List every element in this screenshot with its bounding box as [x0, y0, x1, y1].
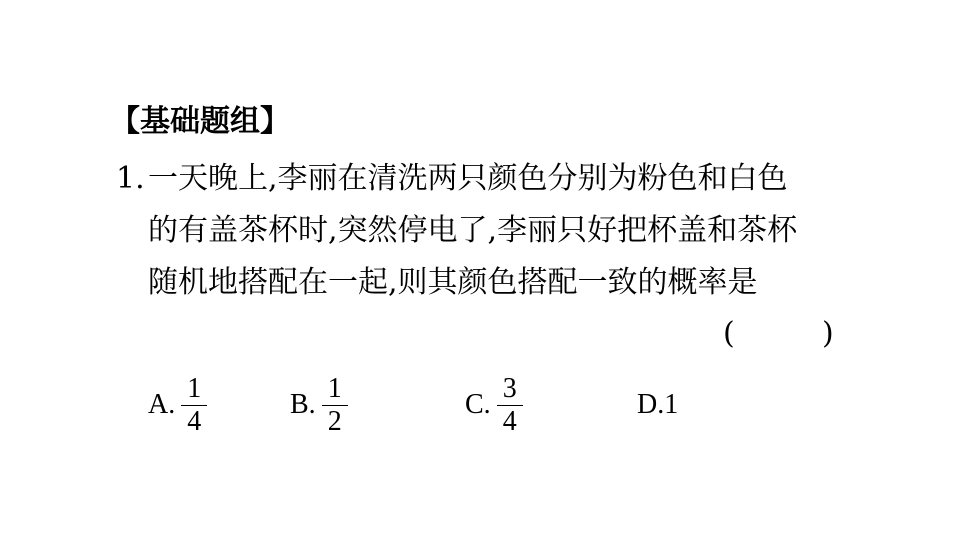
option-a[interactable]: [148, 370, 207, 440]
option-a-label: A.: [148, 389, 176, 420]
option-c-label: C.: [465, 389, 491, 420]
question-line-3: [116, 257, 856, 309]
option-b-label: B.: [290, 389, 316, 420]
section-title: 【基础题组】: [110, 104, 290, 139]
answer-paren-left: (: [723, 316, 735, 351]
question-number: 1.: [116, 161, 145, 196]
option-a-denominator: 4: [187, 405, 202, 437]
question-text-line-1: 一天晚上,李丽在清洗两只颜色分别为粉色和白色: [148, 161, 788, 196]
option-c-fraction: [497, 372, 523, 437]
option-c-denominator: 4: [502, 405, 517, 437]
option-a-fraction: [181, 372, 207, 437]
option-d-value: 1: [664, 389, 679, 420]
answer-paren-right: ): [822, 316, 834, 351]
option-c-numerator: 3: [502, 372, 517, 404]
option-b-fraction: [322, 372, 348, 437]
question-text-line-3: 随机地搭配在一起,则其颜色搭配一致的概率是: [148, 265, 758, 300]
option-b-denominator: 2: [327, 405, 342, 437]
question-text-line-2: 的有盖茶杯时,突然停电了,李丽只好把杯盖和茶杯: [148, 213, 798, 248]
option-a-numerator: 1: [187, 372, 202, 404]
option-b[interactable]: [290, 370, 348, 440]
question-line-1: [116, 153, 856, 205]
option-b-numerator: 1: [327, 372, 342, 404]
answer-options: [0, 370, 960, 440]
option-d[interactable]: [637, 370, 678, 440]
question-1: [116, 153, 856, 309]
question-line-2: [116, 205, 856, 257]
option-d-label: D.: [637, 389, 665, 420]
option-c[interactable]: [465, 370, 523, 440]
